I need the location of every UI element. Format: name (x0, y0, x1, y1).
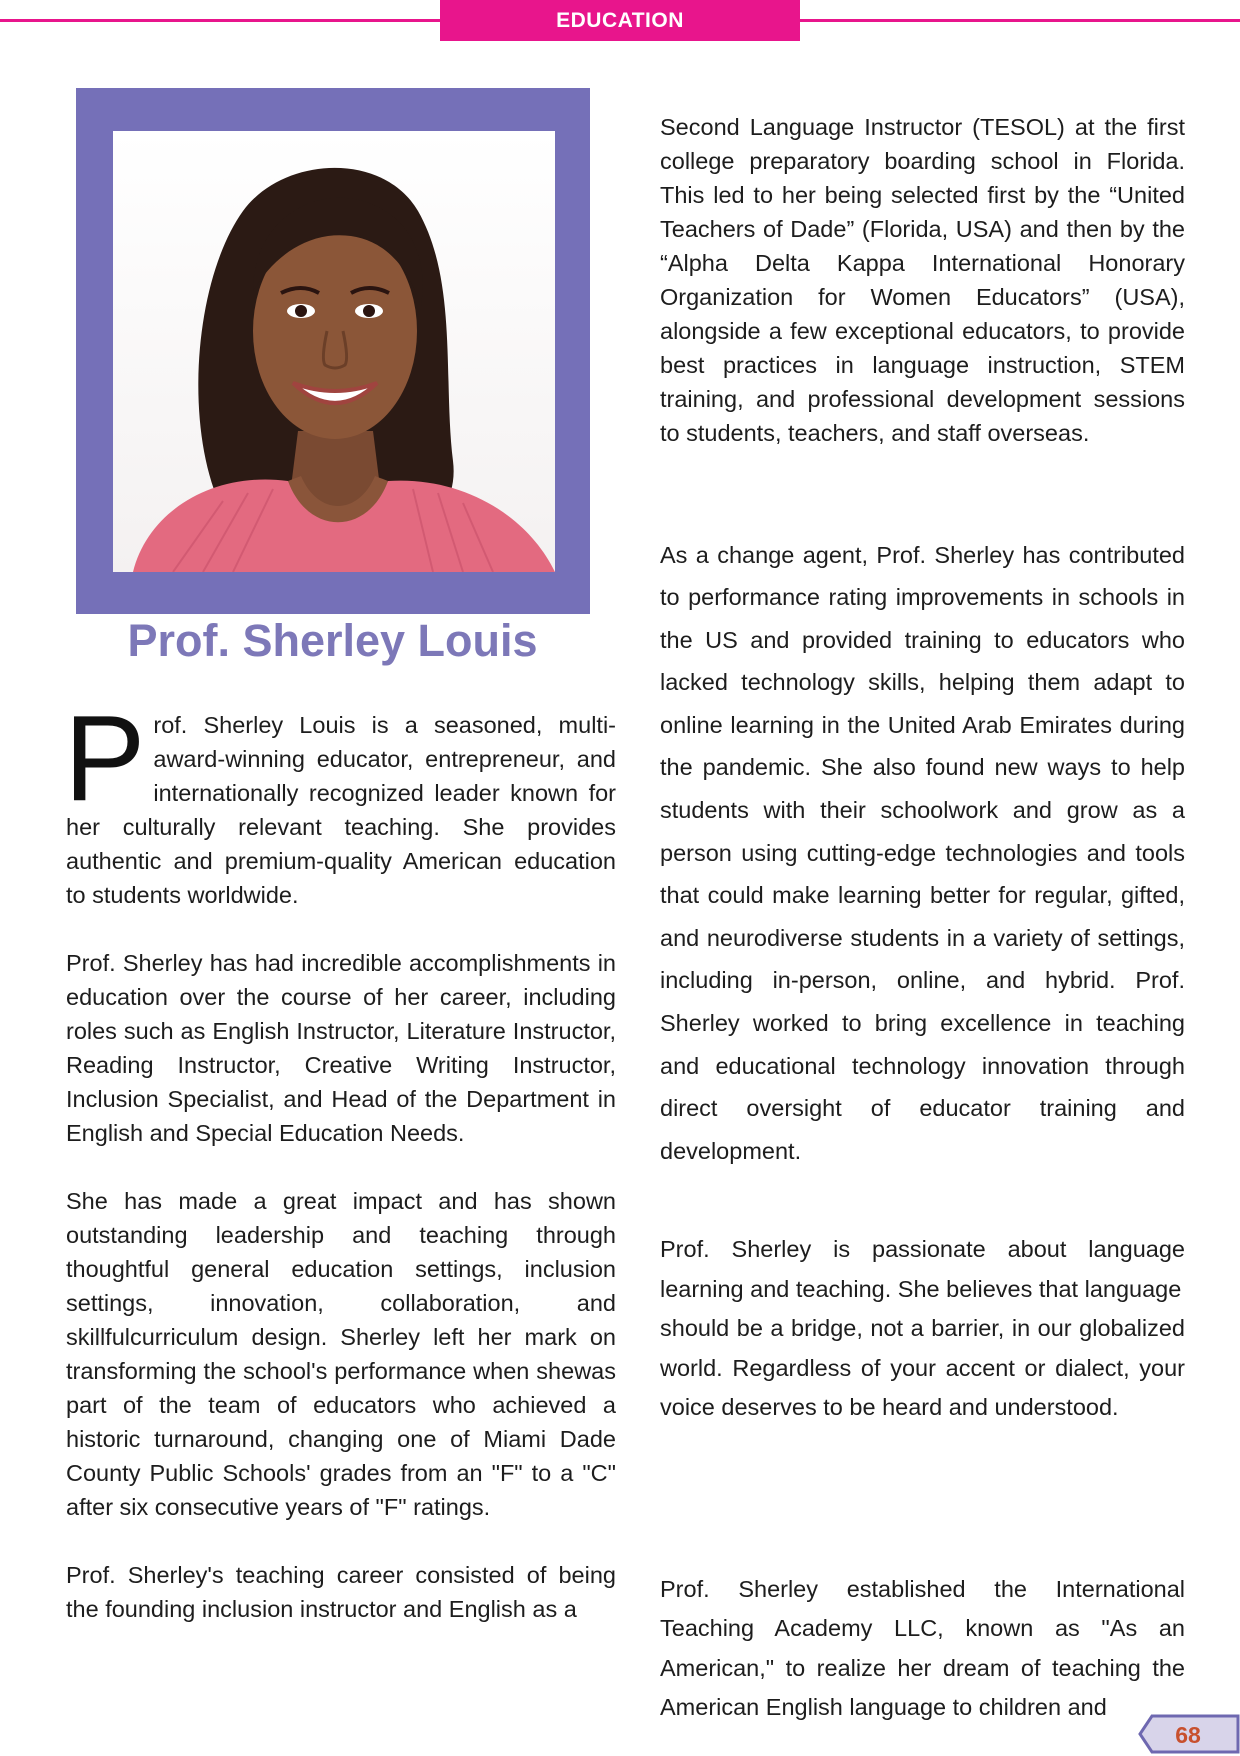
profile-name: Prof. Sherley Louis (127, 615, 538, 666)
change-agent-paragraph: As a change agent, Prof. Sherley has contributed to performance rating improvements in schools in the US and provided training to educators who lacked technology skills, helping them adapt to online learning in the United Arab Emirates during the pandemic. She also found new ways to help students with their schoolwork and grow as a person using cutting-edge technologies and tools that could make learning better for regular, gifted, and neurodiverse students in a variety of settings, including in-person, online, and hybrid. Prof. Sherley worked to bring excellence in teaching and educational technology innovation through direct oversight of educator training and development. (660, 541, 1185, 1164)
career-paragraph: Prof. Sherley's teaching career consisted of being the founding inclusion instructor and English as a (66, 1562, 616, 1622)
intro-paragraph (64, 690, 616, 912)
page-number: 68 (1175, 1722, 1201, 1748)
header-rule-left (0, 19, 440, 22)
accomplishments-paragraph: Prof. Sherley has had incredible accomplishments in education over the course of her career, including roles such as English Instructor, Literature Instructor, Reading Instructor, Creative Writing Instructor, Inclusion Specialist, and Head of the Department in English and Special Education Needs. (66, 950, 616, 1146)
header-rule-right (800, 19, 1240, 22)
language-paragraph (660, 1230, 1185, 1428)
academy-paragraph: Prof. Sherley established the International Teaching Academy LLC, known as "As an American," to realize her dream of teaching the American English language to children and (660, 1575, 1185, 1720)
portrait-illustration (113, 131, 555, 572)
portrait-frame (76, 88, 590, 614)
page-number-tab (1138, 1714, 1240, 1754)
left-column (64, 690, 616, 1660)
tesol-paragraph: Second Language Instructor (TESOL) at the first college preparatory boarding school in Florida. This led to her being selected first by the “United Teachers of Dade” (Florida, USA) and then by the “Alpha Delta Kappa International Honorary Organization for Women Educators” (USA), alongside a few exceptional educators, to provide best practices in language instruction, STEM training, and professional development sessions to students, teachers, and staff overseas. (660, 113, 1185, 446)
portrait-photo (113, 131, 555, 572)
language-paragraph-line2: should be a bridge, not a barrier, in our globalized world. Regardless of your accent or dialect, your voice deserves to be heard and understood. (660, 1315, 1185, 1420)
impact-paragraph: She has made a great impact and has shown outstanding leadership and teaching through thoughtful general education settings, inclusion settings, innovation, collaboration, and skillfulcurriculum design. Sherley left her mark on transforming the school's performance when shewas part of the team of educators who achieved a historic turnaround, changing one of Miami Dade County Public Schools' grades from an "F" to a "C" after six consecutive years of "F" ratings. (66, 1188, 616, 1520)
intro-text: rof. Sherley Louis is a seasoned, multi-award-winning educator, entrepreneur, and internationally recognized leader known for her culturally relevant teaching. She provides authentic and premium-quality American education to students worldwide. (66, 712, 616, 908)
section-header: EDUCATION (440, 0, 800, 41)
drop-cap: P (64, 690, 146, 826)
language-paragraph-line1: Prof. Sherley is passionate about language learning and teaching. She believes that language (660, 1236, 1185, 1302)
